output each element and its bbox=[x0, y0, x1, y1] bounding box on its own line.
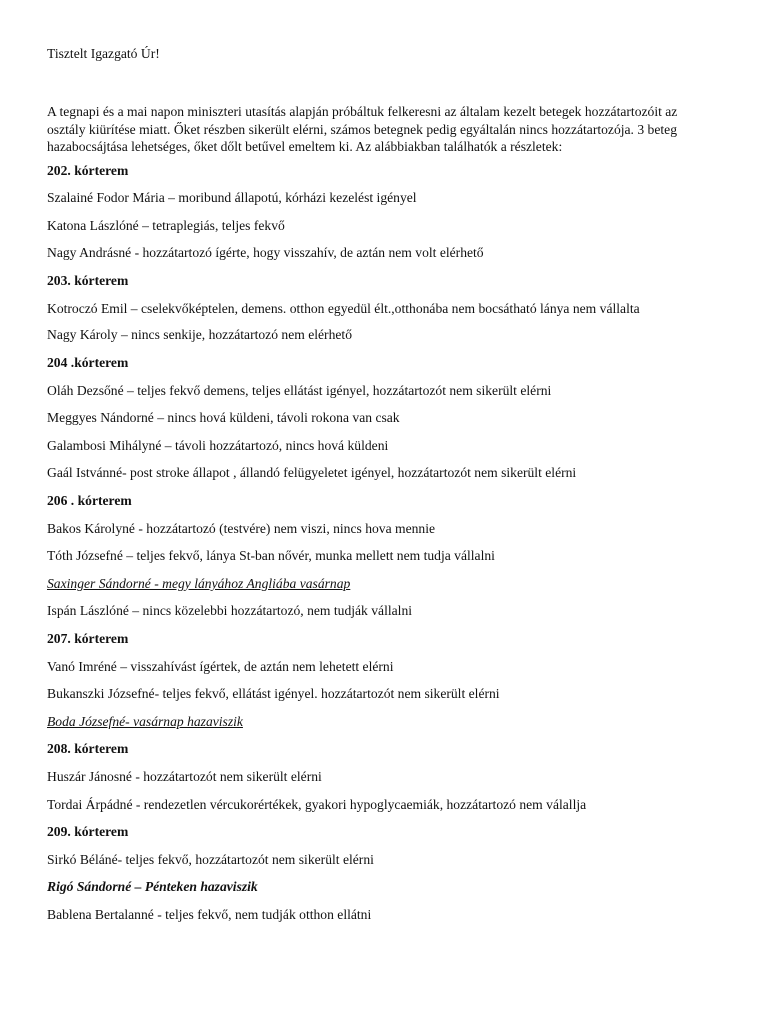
patient-entry: Meggyes Nándorné – nincs hová küldeni, távoli rokona van csak bbox=[47, 410, 400, 426]
patient-entry: Gaál Istvánné- post stroke állapot , állandó felügyeletet igényel, hozzátartozót nem sikerült elérni bbox=[47, 465, 577, 481]
patient-entry: Oláh Dezsőné – teljes fekvő demens, teljes ellátást igényel, hozzátartozót nem sikerült elérni bbox=[47, 382, 552, 398]
patient-entry-discharge: Rigó Sándorné – Pénteken hazaviszik bbox=[47, 879, 258, 895]
patient-entry: Vanó Imréné – visszahívást ígértek, de aztán nem lehetett elérni bbox=[47, 658, 394, 674]
patient-entry: Kotroczó Emil – cselekvőképtelen, demens. otthon egyedül élt.,otthonába nem bocsátható lánya nem vállalta bbox=[47, 301, 640, 317]
section-title-208: 208. kórterem bbox=[47, 741, 129, 757]
section-title-209: 209. kórterem bbox=[47, 824, 129, 840]
patient-entry: Huszár Jánosné - hozzátartozót nem sikerült elérni bbox=[47, 768, 322, 784]
patient-entry: Bukanszki Józsefné- teljes fekvő, ellátást igényel. hozzátartozót nem sikerült elérni bbox=[47, 686, 500, 702]
section-title-207: 207. kórterem bbox=[47, 631, 129, 646]
patient-entry-discharge: Saxinger Sándorné - megy lányához Angliába vasárnap bbox=[47, 575, 351, 591]
patient-entry: Bablena Bertalanné - teljes fekvő, nem tudják otthon ellátni bbox=[47, 906, 372, 922]
patient-entry: Bakos Károlyné - hozzátartozó (testvére) nem viszi, nincs hova mennie bbox=[47, 520, 436, 536]
ward-sections bbox=[47, 159, 728, 931]
patient-entry: Katona Lászlóné – tetraplegiás, teljes fekvő bbox=[47, 217, 285, 233]
intro-paragraph: A tegnapi és a mai napon miniszteri utasítás alapján próbáltuk felkeresni az általam kezelt betegek hozzátartozóit az osztály kiürítése miatt. Őket részben sikerült elérni, számos betegnek pedig egyáltalán nincs hozzátartozója. 3 beteg hazabocsájtása lehetséges, őket dőlt betűvel emeltem ki. Az alábbiakban találhatók a részletek: bbox=[47, 104, 678, 154]
patient-entry: Ispán Lászlóné – nincs közelebbi hozzátartozó, nem tudják vállalni bbox=[47, 603, 413, 619]
patient-entry: Szalainé Fodor Mária – moribund állapotú, kórházi kezelést igényel bbox=[47, 190, 417, 206]
patient-entry-discharge: Boda Józsefné- vasárnap hazaviszik bbox=[47, 713, 243, 729]
patient-entry: Tordai Árpádné - rendezetlen vércukorértékek, gyakori hypoglycaemiák, hozzátartozó nem válallja bbox=[47, 796, 587, 812]
salutation: Tisztelt Igazgató Úr! bbox=[47, 46, 160, 61]
section-title-206: 206 . kórterem bbox=[47, 493, 132, 509]
patient-entry: Galambosi Mihályné – távoli hozzátartozó, nincs hová küldeni bbox=[47, 437, 389, 453]
section-title-203: 203. kórterem bbox=[47, 272, 129, 288]
patient-entry: Nagy Károly – nincs senkije, hozzátartozó nem elérhető bbox=[47, 327, 352, 343]
patient-entry: Sirkó Béláné- teljes fekvő, hozzátartozót nem sikerült elérni bbox=[47, 851, 374, 867]
section-title-202: 202. kórterem bbox=[47, 162, 129, 178]
patient-entry: Tóth Józsefné – teljes fekvő, lánya St-ban nővér, munka mellett nem tudja vállalni bbox=[47, 548, 495, 564]
patient-entry: Nagy Andrásné - hozzátartozó ígérte, hogy visszahív, de aztán nem volt elérhető bbox=[47, 245, 484, 261]
section-title-204: 204 .kórterem bbox=[47, 355, 129, 371]
